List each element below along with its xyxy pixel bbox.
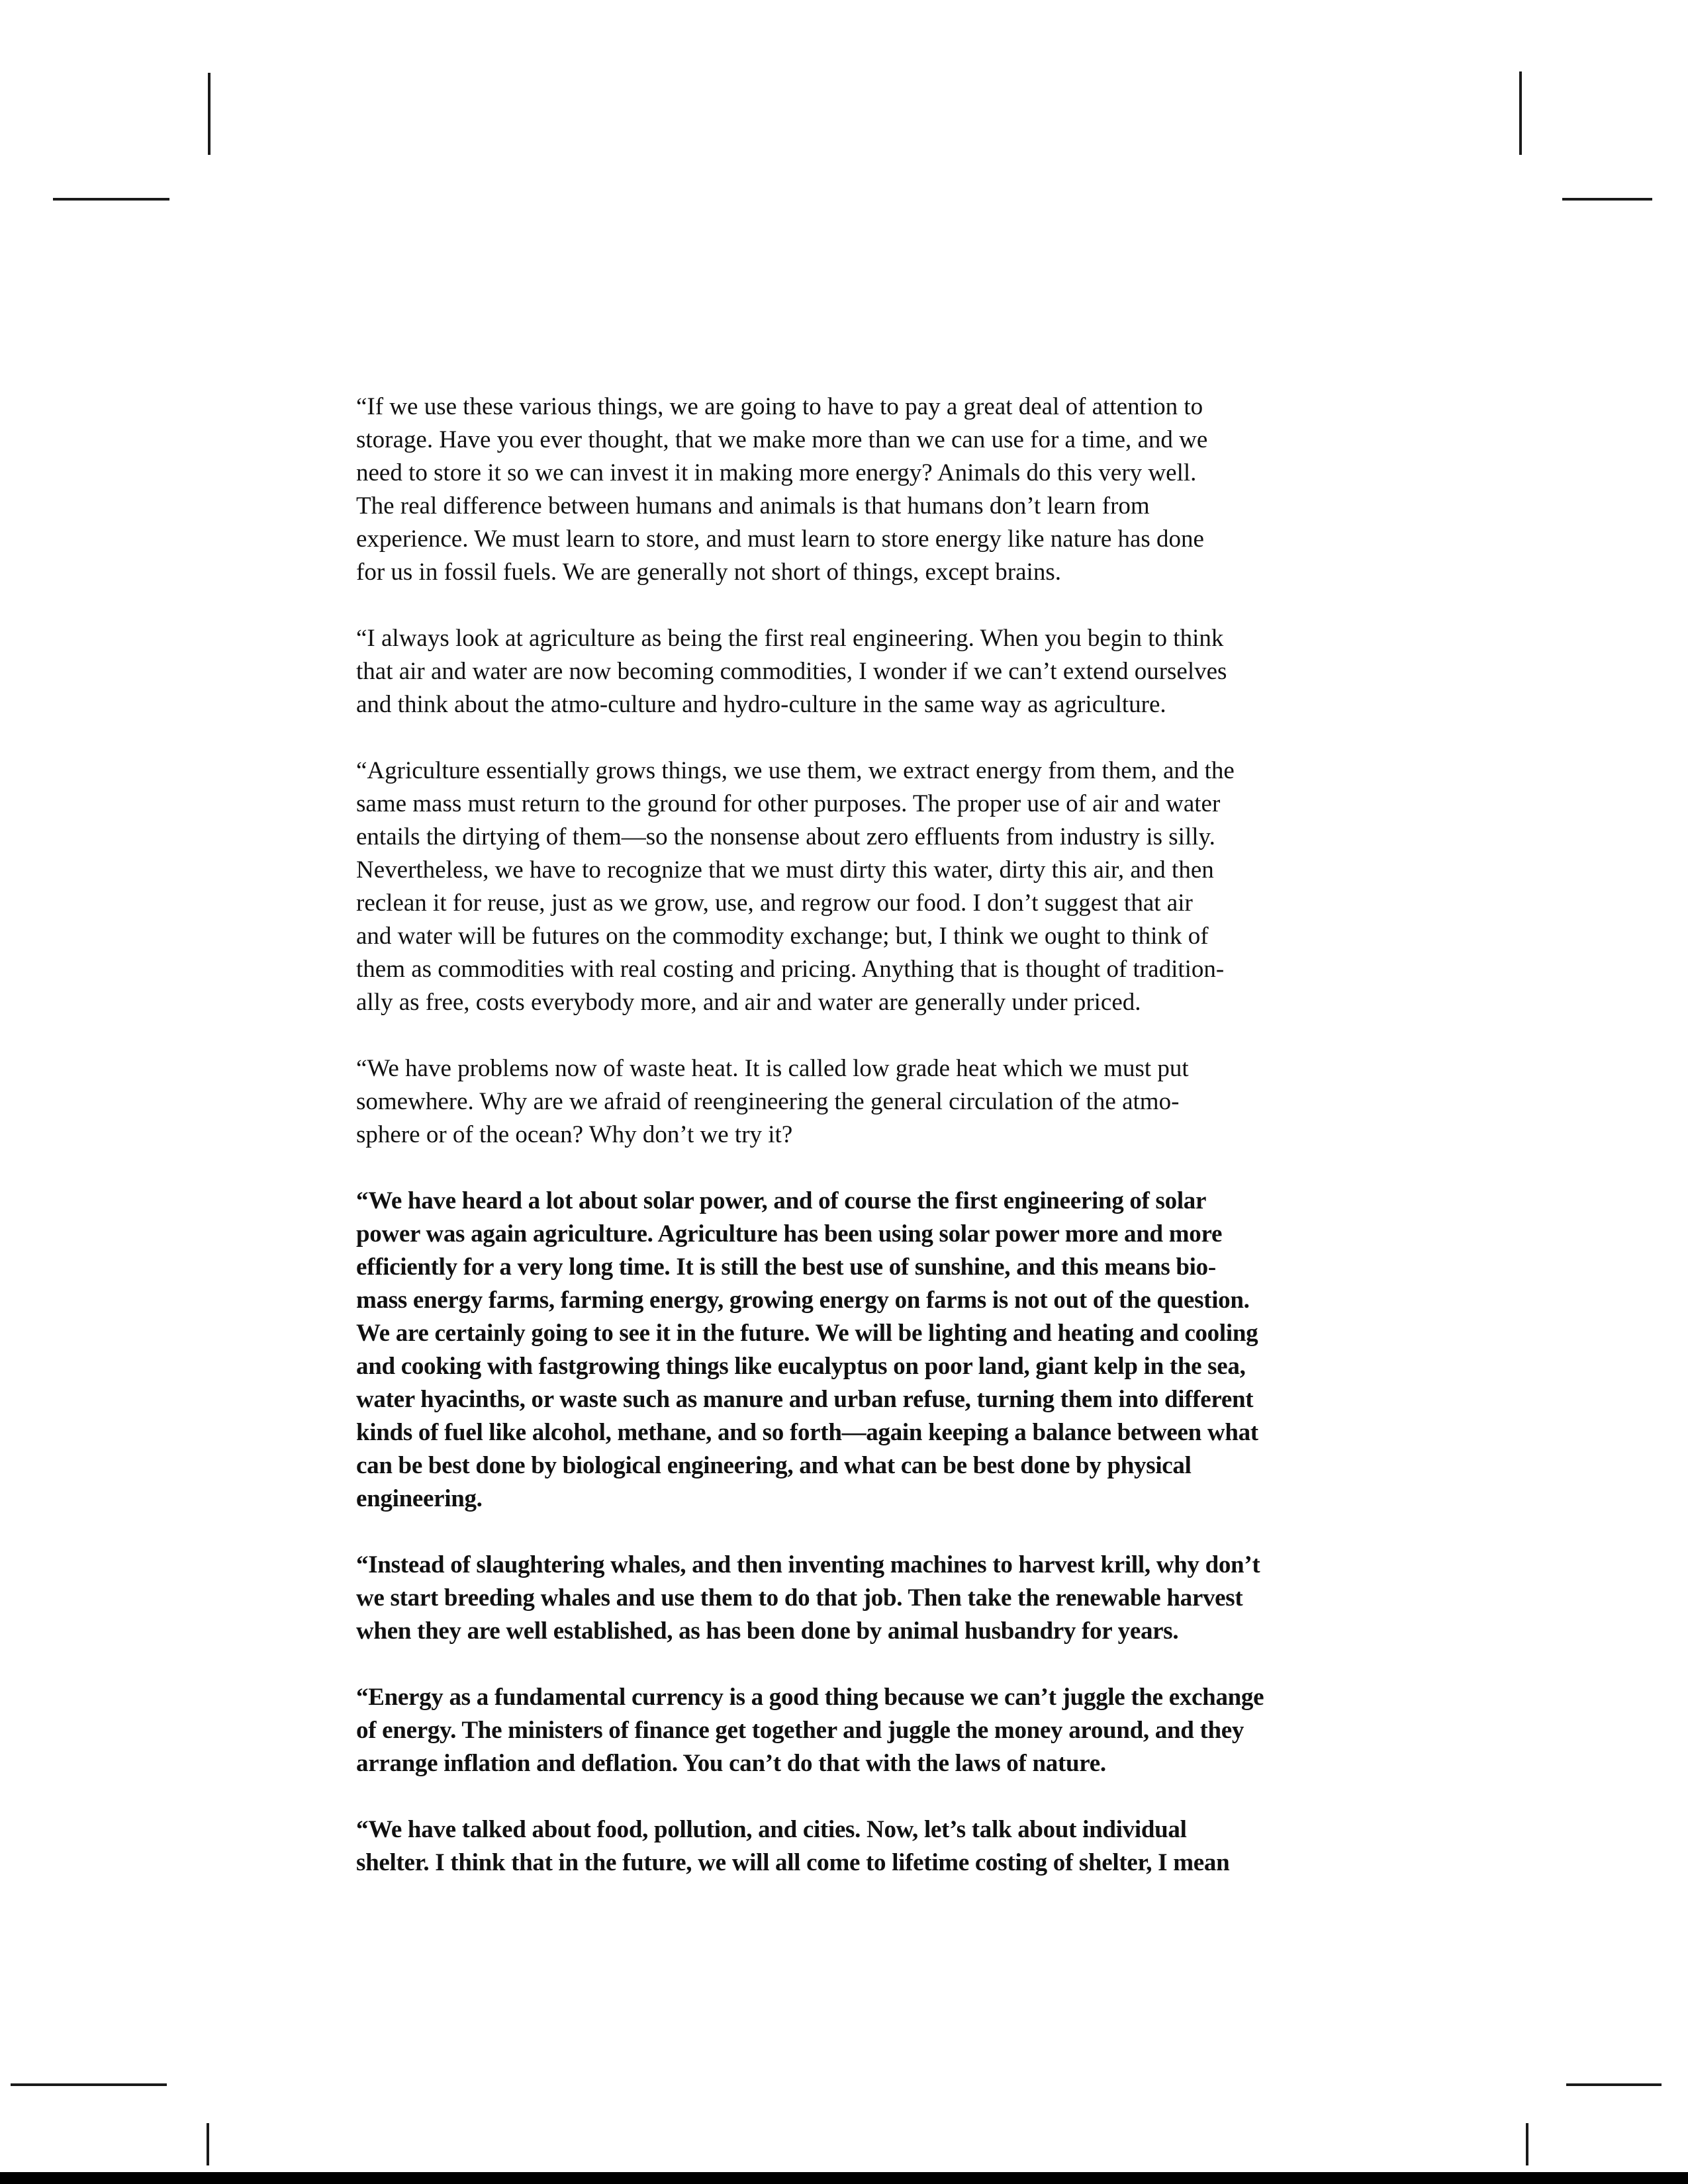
paragraph-air-water-commodities: “Agriculture essentially grows things, we use them, we extract energy from them, and the same mass must return to the ground for other purposes. The proper use of air and water entails the dirtying of them—so the nonsense about zero effluents from industry is silly. Nevertheless, we have to recognize that we must dirty this water, dirty this air, and then reclean it for reuse, just as we grow, use, and regrow our food. I don’t suggest that air and water will be futures on the commodity exchange; but, I think we ought to think of them as commodities with real costing and pricing. Anything that is thought of tradition- ally as free, costs everybody more, and air and water are generally under priced. [356,757,1235,1016]
paragraph-storage: “If we use these various things, we are going to have to pay a great deal of attention to storage. Have you ever thought, that we make more than we can use for a time, and we need to store it so we can invest it in making more energy? Animals do this very well. The real difference between humans and animals is that humans don’t learn from experience. We must learn to store, and must learn to store energy like nature has done for us in fossil fuels. We are generally not short of things, except brains. [356,393,1208,586]
paragraph-energy-currency: “Energy as a fundamental currency is a good thing because we can’t juggle the exchange of energy. The ministers of finance get together and juggle the money around, and they arrange inflation and deflation. You can’t do that with the laws of nature. [356,1684,1264,1777]
crop-mark-top-left-vertical [208,73,211,155]
crop-mark-top-right-horizontal [1562,198,1652,201]
paragraph-agriculture-engineering: “I always look at agriculture as being the first real engineering. When you begin to think that air and water are now becoming commodities, I wonder if we can’t extend ourselves and think about the atmo-culture and hydro-culture in the same way as agriculture. [356,625,1227,718]
scan-bottom-edge [0,2172,1688,2184]
crop-mark-bottom-right-horizontal [1566,2083,1662,2086]
paragraph-solar-power: “We have heard a lot about solar power, and of course the first engineering of solar power was again agriculture. Agriculture has been using solar power more and more efficiently for a very long time. It is still the best use of sunshine, and this means bio- mass energy farms, farming energy, growing energy on farms is not out of the question. We are certainly going to see it in the future. We will be lighting and heating and cooling and cooking with fastgrowing things like eucalyptus on poor land, giant kelp in the sea, water hyacinths, or waste such as manure and urban refuse, turning them into different kinds of fuel like alcohol, methane, and so forth—again keeping a balance between what can be best done by biological engineering, and what can be best done by physical engineering. [356,1187,1258,1512]
crop-mark-bottom-right-vertical [1526,2123,1528,2165]
crop-mark-top-left-horizontal [53,198,169,201]
paragraph-shelter: “We have talked about food, pollution, and cities. Now, let’s talk about individual shelter. I think that in the future, we will all come to lifetime costing of shelter, I mean [356,1816,1230,1876]
crop-mark-bottom-left-vertical [207,2123,209,2165]
crop-mark-bottom-left-horizontal [11,2083,167,2086]
crop-mark-top-right-vertical [1519,71,1522,155]
paragraph-whales: “Instead of slaughtering whales, and then inventing machines to harvest krill, why don’t we start breeding whales and use them to do that job. Then take the renewable harvest when they are well established, as has been done by animal husbandry for years. [356,1551,1260,1645]
paragraph-waste-heat: “We have problems now of waste heat. It is called low grade heat which we must put somewhere. Why are we afraid of reengineering the general circulation of the atmo- sphere or of the ocean? Why don’t we try it? [356,1055,1189,1148]
document-body [356,390,1376,1880]
